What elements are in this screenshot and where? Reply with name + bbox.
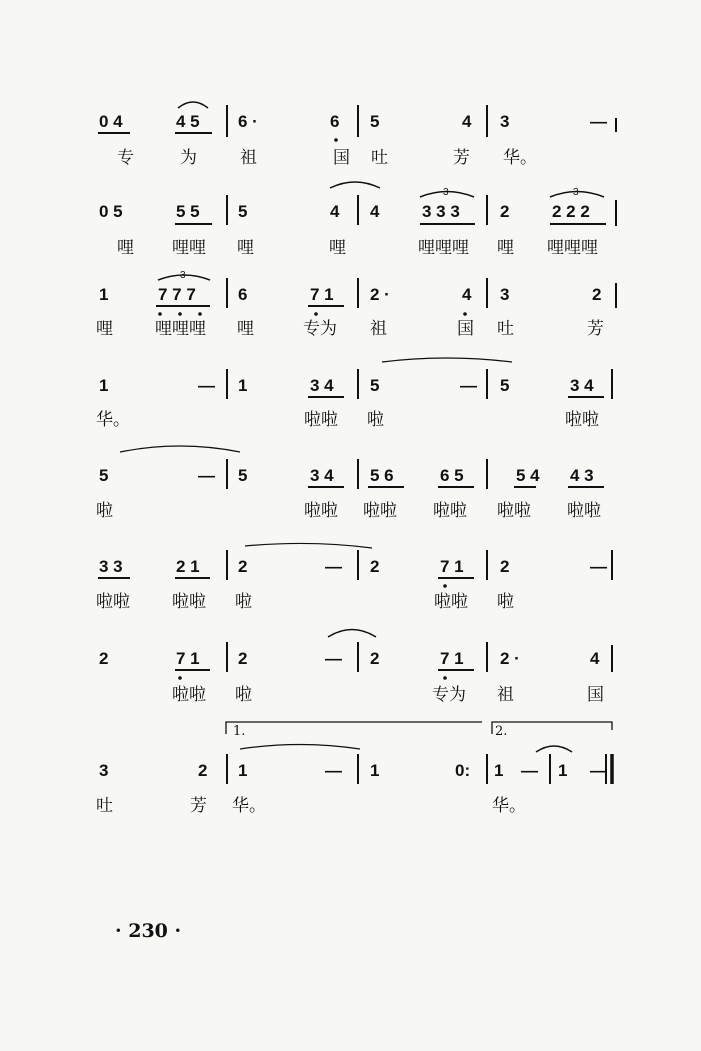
note: 2 — [370, 649, 380, 668]
note: — — [198, 376, 215, 395]
octave-dot — [178, 676, 182, 680]
lyric: 芳 — [190, 796, 207, 816]
note: 2 — [370, 557, 380, 576]
lyric: 哩 — [237, 238, 254, 258]
octave-dot — [314, 312, 318, 316]
lyric: 哩哩哩 — [418, 238, 469, 258]
note: 1 — [99, 285, 109, 304]
note: — — [590, 112, 607, 131]
lyric: 啦啦 — [567, 501, 601, 521]
note: 1 — [238, 761, 248, 780]
slur — [536, 746, 572, 752]
note: 7 1 — [440, 649, 464, 668]
note: 4 — [590, 649, 600, 668]
lyric: 华。 — [232, 796, 266, 816]
note: 5 — [99, 466, 109, 485]
lyric: 吐 — [371, 148, 388, 168]
note: — — [590, 557, 607, 576]
note: 7 1 — [176, 649, 200, 668]
note: 4 — [462, 285, 472, 304]
note: 2 — [99, 649, 109, 668]
note: 5 5 — [176, 202, 200, 221]
note: 6 · — [238, 112, 258, 131]
lyric: 祖 — [497, 685, 514, 705]
lyric: 华。 — [492, 796, 526, 816]
note: 2 2 2 — [552, 202, 590, 221]
lyric: 啦啦 — [434, 592, 468, 612]
note: 3 3 3 — [422, 202, 460, 221]
note: 2 · — [500, 649, 520, 668]
note: 6 — [330, 112, 340, 131]
lyric: 啦 — [497, 592, 514, 612]
note: 3 3 — [99, 557, 123, 576]
note: 1 — [238, 376, 248, 395]
lyric: 哩哩哩 — [547, 238, 598, 258]
lyric: 吐 — [497, 319, 514, 339]
note: 5 6 — [370, 466, 394, 485]
lyric: 啦 — [96, 501, 113, 521]
lyric: 芳 — [453, 148, 470, 168]
note: 3 — [500, 112, 510, 131]
octave-dot — [334, 138, 338, 142]
lyric: 芳 — [587, 319, 604, 339]
lyric: 哩 — [117, 238, 134, 258]
note: — — [198, 466, 215, 485]
lyric: 啦 — [235, 685, 252, 705]
lyric: 为 — [180, 148, 197, 168]
octave-dot — [198, 312, 202, 316]
lyric: 国 — [587, 685, 604, 705]
note: 3 4 — [310, 376, 334, 395]
lyric: 啦 — [367, 410, 384, 430]
lyric: 国 — [333, 148, 350, 168]
lyric: 啦啦 — [96, 592, 130, 612]
note: 0: — [455, 761, 471, 780]
note: 2 — [500, 202, 510, 221]
note: 0 5 — [99, 202, 123, 221]
lyric: 华。 — [503, 148, 537, 168]
note: 4 3 — [570, 466, 594, 485]
volta-bracket-2 — [492, 722, 612, 734]
note: 2 — [198, 761, 208, 780]
lyric: 祖 — [370, 319, 387, 339]
lyric: 国 — [457, 319, 474, 339]
lyric: 啦啦 — [172, 685, 206, 705]
note: 1 — [558, 761, 568, 780]
note: 5 — [370, 376, 380, 395]
slur — [328, 630, 376, 638]
note: 5 4 — [516, 466, 540, 485]
tie — [245, 543, 372, 548]
octave-dot — [463, 312, 467, 316]
lyric: 啦啦 — [363, 501, 397, 521]
note: 1 — [494, 761, 504, 780]
tie — [240, 745, 360, 750]
page-number: · 230 · — [115, 920, 182, 942]
lyric: 啦啦 — [433, 501, 467, 521]
octave-dot — [443, 584, 447, 588]
lyric: 啦啦 — [172, 592, 206, 612]
lyric: 哩 — [497, 238, 514, 258]
note: — — [325, 761, 342, 780]
note: 2 1 — [176, 557, 200, 576]
volta-label-2: 2. — [495, 724, 508, 739]
lyric: 哩 — [329, 238, 346, 258]
lyric: 啦啦 — [497, 501, 531, 521]
tie — [382, 358, 512, 362]
triplet-mark: 3 — [573, 187, 579, 198]
volta-label-1: 1. — [233, 724, 246, 739]
note: 6 — [238, 285, 248, 304]
note: 4 — [330, 202, 340, 221]
volta-bracket-1 — [226, 722, 482, 734]
note: 5 — [500, 376, 510, 395]
note: 4 — [462, 112, 472, 131]
octave-dot — [443, 676, 447, 680]
note: 1 — [370, 761, 380, 780]
lyric: 专 — [117, 148, 134, 168]
lyric: 哩哩 — [172, 238, 206, 258]
triplet-mark: 3 — [180, 270, 186, 281]
note: 7 1 — [310, 285, 334, 304]
note: — — [325, 557, 342, 576]
note: 3 — [500, 285, 510, 304]
note: 4 5 — [176, 112, 200, 131]
slur — [178, 102, 208, 108]
note: 4 — [370, 202, 380, 221]
note: 3 4 — [570, 376, 594, 395]
tie — [120, 446, 240, 452]
note: 5 — [238, 202, 248, 221]
note: 2 — [592, 285, 602, 304]
lyric: 祖 — [240, 148, 257, 168]
note: 2 — [500, 557, 510, 576]
note: — — [590, 761, 607, 780]
octave-dot — [158, 312, 162, 316]
note: — — [325, 649, 342, 668]
note: 2 — [238, 649, 248, 668]
lyric: 哩 — [96, 319, 113, 339]
note: — — [460, 376, 477, 395]
note: 5 — [238, 466, 248, 485]
lyric: 吐 — [96, 796, 113, 816]
note: 2 · — [370, 285, 390, 304]
lyric: 哩 — [237, 319, 254, 339]
note: 0 4 — [99, 112, 123, 131]
note: 3 — [99, 761, 109, 780]
lyric: 专为 — [432, 685, 466, 705]
lyric: 啦啦 — [304, 501, 338, 521]
note: 5 — [370, 112, 380, 131]
note: — — [521, 761, 538, 780]
note: 7 7 7 — [158, 285, 196, 304]
lyric: 华。 — [96, 410, 130, 430]
note: 3 4 — [310, 466, 334, 485]
lyric: 啦啦 — [565, 410, 599, 430]
triplet-mark: 3 — [443, 187, 449, 198]
note: 7 1 — [440, 557, 464, 576]
note: 2 — [238, 557, 248, 576]
lyric: 啦啦 — [304, 410, 338, 430]
lyric: 啦 — [235, 592, 252, 612]
lyric: 专为 — [303, 319, 337, 339]
note: 6 5 — [440, 466, 464, 485]
octave-dot — [178, 312, 182, 316]
note: 1 — [99, 376, 109, 395]
lyric: 哩哩哩 — [155, 319, 206, 339]
slur — [330, 182, 380, 188]
